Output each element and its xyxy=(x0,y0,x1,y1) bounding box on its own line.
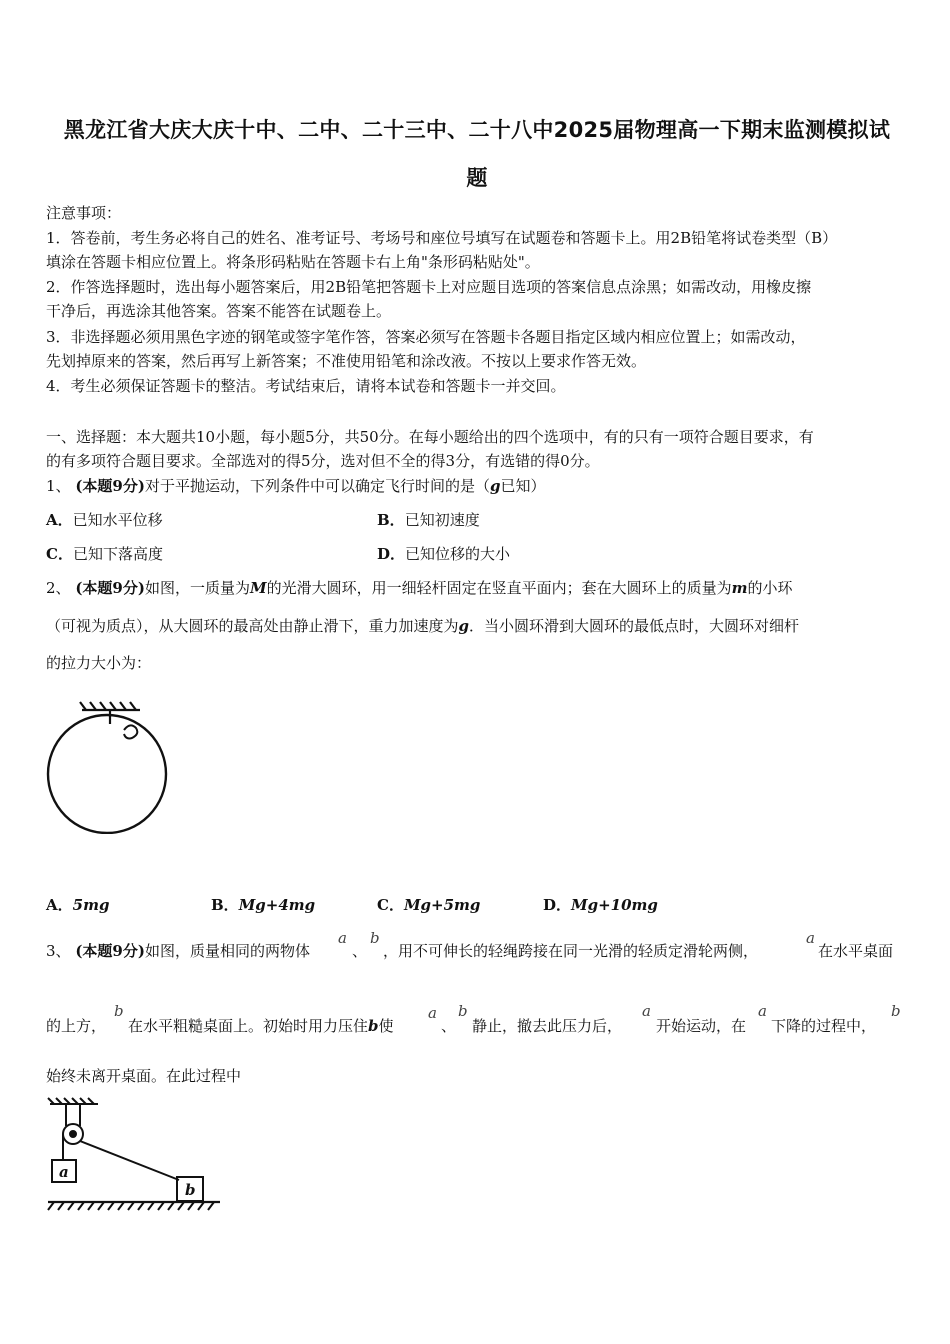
q3-stem-line3: 始终未离开桌面。在此过程中 xyxy=(46,1067,242,1085)
note-3b: 先划掉原来的答案，然后再写上新答案；不准使用铅笔和涂改液。不按以上要求作答无效。 xyxy=(46,352,647,370)
q2-stem-line2: （可视为质点），从大圆环的最高处由静止滑下，重力加速度为g．当小圆环滑到大圆环的最低点时，大圆环对细杆 xyxy=(46,617,800,635)
label-a: a xyxy=(59,1163,69,1181)
note-1a: 1．答卷前，考生务必将自己的姓名、准考证号、考场号和座位号填写在试题卷和答题卡上。用2B铅笔将试卷类型（B） xyxy=(46,229,838,247)
q3-var-a3: a xyxy=(428,1004,437,1022)
q3-var-a4: a xyxy=(642,1002,651,1020)
page-title-line2: 题 xyxy=(466,166,488,190)
note-2b: 干净后，再选涂其他答案。答案不能答在试题卷上。 xyxy=(46,302,392,320)
q3-stem-line1c: 在水平桌面 xyxy=(818,942,894,960)
q3-var-b2: b xyxy=(114,1002,124,1020)
q3-var-b3: b xyxy=(458,1002,468,1020)
q2-option-b[interactable]: B．Mg+4mg xyxy=(211,896,316,914)
q1-g: g xyxy=(489,477,501,495)
q3-sep2: 、 xyxy=(441,1017,457,1035)
q3-var-a1: a xyxy=(338,929,347,947)
ring-figure xyxy=(40,698,180,834)
q2-option-c[interactable]: C．Mg+5mg xyxy=(377,896,481,914)
page-title-line1: 黑龙江省大庆大庆十中、二中、二十三中、二十八中2025届物理高一下期末监测模拟试 xyxy=(63,118,891,142)
q2-option-d[interactable]: D．Mg+10mg xyxy=(543,896,658,914)
note-1b: 填涂在答题卡相应位置上。将条形码粘贴在答题卡右上角"条形码粘贴处"。 xyxy=(46,253,540,271)
q1-number: 1、 xyxy=(46,477,71,495)
pulley-figure xyxy=(44,1096,226,1220)
notes-heading: 注意事项： xyxy=(46,204,122,222)
q2-option-a[interactable]: A．5mg xyxy=(46,896,110,914)
section-intro-1: 一、选择题：本大题共10小题，每小题5分，共50分。在每小题给出的四个选项中，有的只有一项符合题目要求，有 xyxy=(46,428,814,446)
q3-var-a5: a xyxy=(758,1002,767,1020)
q1-stem xyxy=(46,476,546,496)
rope-right xyxy=(80,1141,179,1180)
q3-var-b1: b xyxy=(370,929,380,947)
q3-stem-line1a: 3、 (本题9分)如图，质量相同的两物体 xyxy=(46,942,310,960)
section-intro-2: 的有多项符合题目要求。全部选对的得5分，选对但不全的得3分，有选错的得0分。 xyxy=(46,452,600,470)
small-ring xyxy=(124,725,137,738)
q2-stem-line3: 的拉力大小为： xyxy=(46,654,152,672)
q3-stem-line2b: 在水平粗糙桌面上。初始时用力压住b使 xyxy=(128,1017,394,1035)
note-3a: 3．非选择题必须用黑色字迹的钢笔或签字笔作答，答案必须写在答题卡各题目指定区域内相应位置上；如需改动， xyxy=(46,328,806,346)
q1-score: (本题9分) xyxy=(75,477,145,495)
q3-stem-line1b: ，用不可伸长的轻绳跨接在同一光滑的轻质定滑轮两侧， xyxy=(383,942,759,960)
q3-stem-line2d: 静止，撤去此压力后， xyxy=(472,1017,623,1035)
label-b: b xyxy=(185,1181,196,1199)
large-ring xyxy=(48,715,166,833)
q3-var-b4: b xyxy=(891,1002,901,1020)
q1-option-b[interactable]: B．已知初速度 xyxy=(377,511,480,529)
q3-stem-line2a: 的上方， xyxy=(46,1017,107,1035)
q1-stem-text: 对于平抛运动，下列条件中可以确定飞行时间的是（ xyxy=(144,477,490,495)
q2-stem-line1: 2、 (本题9分)如图，一质量为M的光滑大圆环，用一细轻杆固定在竖直平面内；套在大圆环上的质量为m的小环 xyxy=(46,579,793,597)
q3-stem-line2f: 下降的过程中， xyxy=(771,1017,877,1035)
q3-sep: 、 xyxy=(352,942,368,960)
q1-option-a[interactable]: A．已知水平位移 xyxy=(46,511,163,529)
q3-stem-line2e: 开始运动，在 xyxy=(656,1017,747,1035)
q3-var-a2: a xyxy=(806,929,815,947)
q1-stem-end: 已知） xyxy=(500,477,546,495)
q1-option-c[interactable]: C．已知下落高度 xyxy=(46,545,163,563)
note-4: 4．考生必须保证答题卡的整洁。考试结束后，请将本试卷和答题卡一并交回。 xyxy=(46,377,566,395)
note-2a: 2．作答选择题时，选出每小题答案后，用2B铅笔把答题卡上对应题目选项的答案信息点涂黑；如需改动，用橡皮擦 xyxy=(46,278,812,296)
q1-option-d[interactable]: D．已知位移的大小 xyxy=(377,545,511,563)
